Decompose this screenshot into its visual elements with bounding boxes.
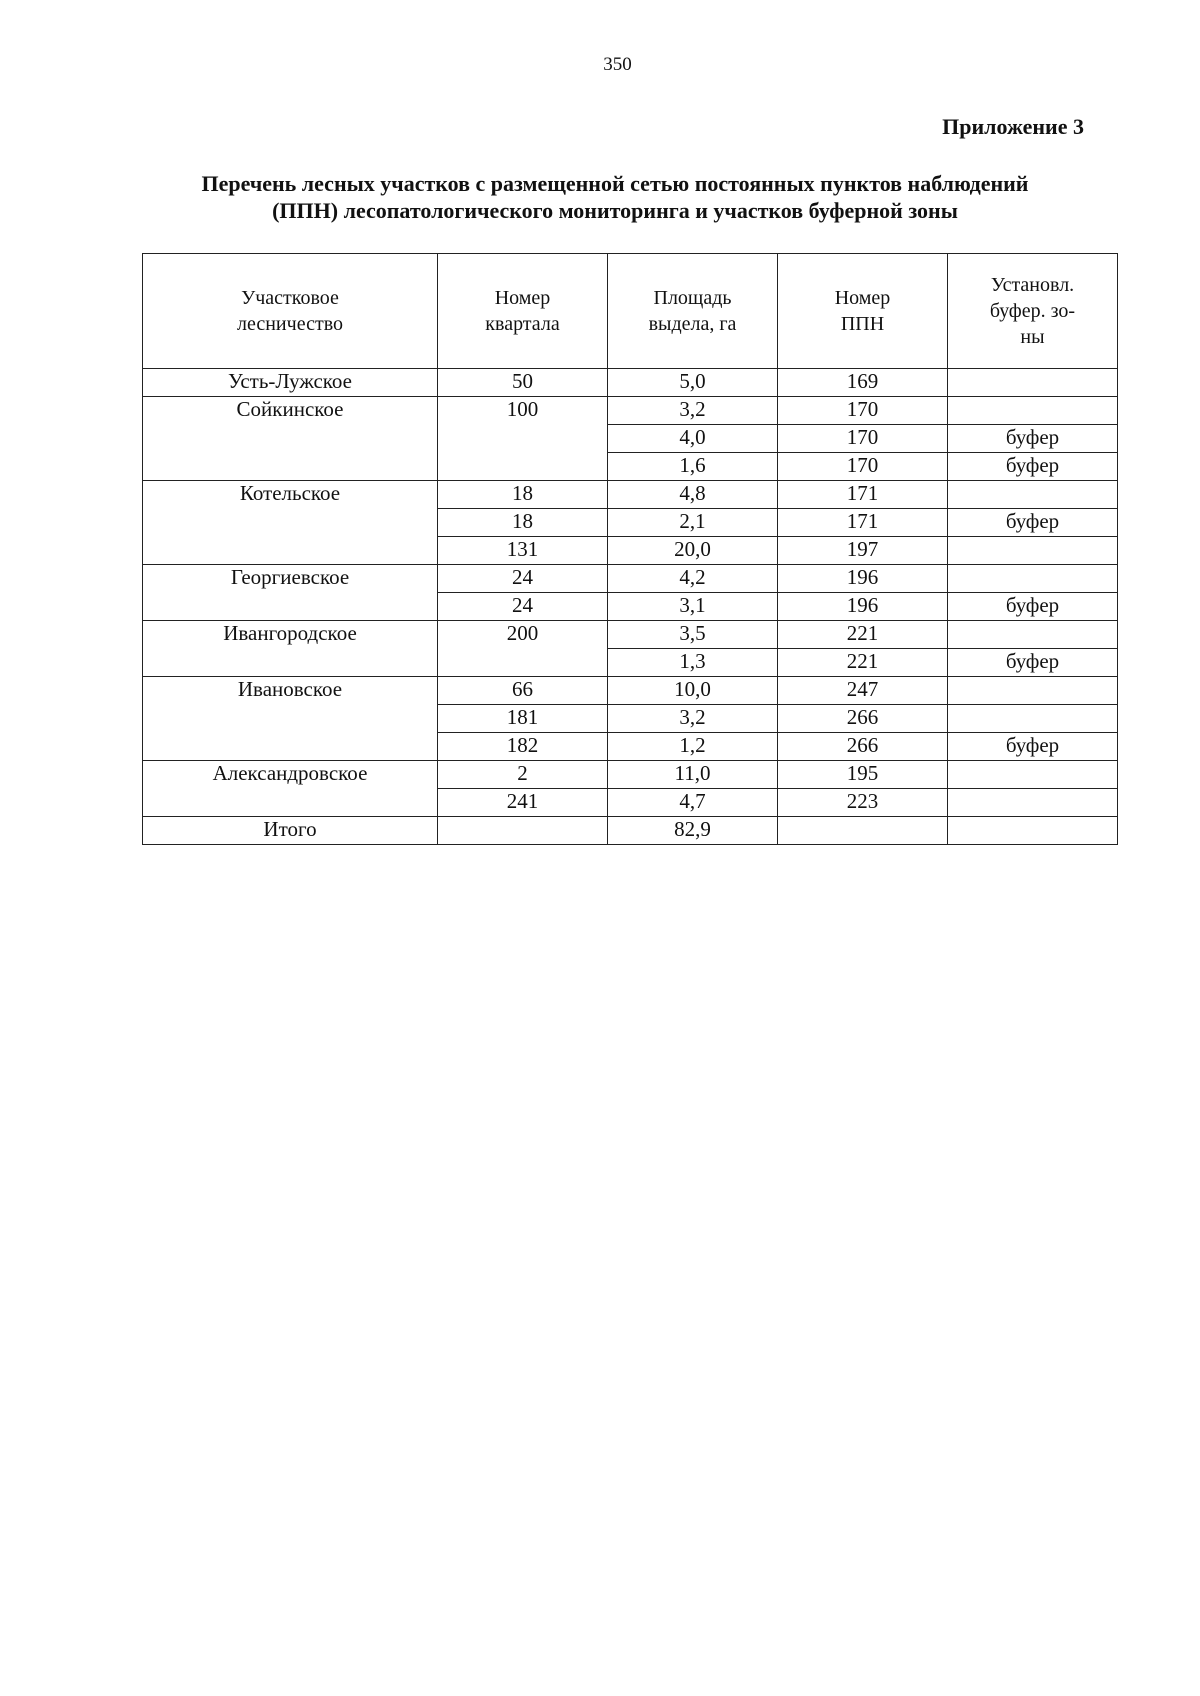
- cell-area: 4,0: [608, 425, 778, 453]
- cell-buffer: [948, 481, 1118, 509]
- header-line: Площадь: [653, 287, 732, 309]
- cell-buffer: [948, 705, 1118, 733]
- table-total-row: [143, 817, 1118, 845]
- header-line: ны: [1020, 326, 1045, 348]
- cell-buffer: [948, 565, 1118, 593]
- cell-ppn: 266: [778, 705, 948, 733]
- cell-ppn: 266: [778, 733, 948, 761]
- cell-area: 1,3: [608, 649, 778, 677]
- cell-quarter: 24: [438, 593, 608, 621]
- cell-area: 3,5: [608, 621, 778, 649]
- cell-district: Александровское: [143, 761, 438, 817]
- cell-quarter: 182: [438, 733, 608, 761]
- cell-buffer: [948, 789, 1118, 817]
- header-line: выдела, га: [648, 313, 737, 335]
- cell-ppn: [778, 817, 948, 845]
- cell-district: Сойкинское: [143, 397, 438, 481]
- cell-quarter: 2: [438, 761, 608, 789]
- cell-buffer: буфер: [948, 453, 1118, 481]
- cell-ppn: 170: [778, 425, 948, 453]
- total-area: 82,9: [608, 817, 778, 845]
- cell-area: 20,0: [608, 537, 778, 565]
- cell-district: Георгиевское: [143, 565, 438, 621]
- table-row: [143, 677, 1118, 705]
- cell-quarter: [438, 817, 608, 845]
- cell-area: 11,0: [608, 761, 778, 789]
- cell-quarter: 66: [438, 677, 608, 705]
- cell-buffer: буфер: [948, 425, 1118, 453]
- cell-ppn: 171: [778, 509, 948, 537]
- table-row: [143, 761, 1118, 789]
- header-line: квартала: [485, 313, 560, 335]
- cell-district: Котельское: [143, 481, 438, 565]
- cell-quarter: 24: [438, 565, 608, 593]
- cell-quarter: 200: [438, 621, 608, 677]
- total-label: Итого: [143, 817, 438, 845]
- cell-buffer: [948, 817, 1118, 845]
- cell-district: Ивановское: [143, 677, 438, 761]
- header-buffer: [948, 254, 1118, 369]
- cell-ppn: 171: [778, 481, 948, 509]
- cell-buffer: буфер: [948, 509, 1118, 537]
- header-district: [143, 254, 438, 369]
- cell-area: 4,7: [608, 789, 778, 817]
- cell-ppn: 197: [778, 537, 948, 565]
- cell-ppn: 169: [778, 369, 948, 397]
- header-line: лесничество: [237, 313, 343, 335]
- cell-district: Усть-Лужское: [143, 369, 438, 397]
- cell-area: 3,2: [608, 397, 778, 425]
- table-row: [143, 481, 1118, 509]
- cell-ppn: 170: [778, 397, 948, 425]
- cell-quarter: 241: [438, 789, 608, 817]
- cell-ppn: 221: [778, 649, 948, 677]
- cell-ppn: 195: [778, 761, 948, 789]
- cell-ppn: 196: [778, 593, 948, 621]
- cell-buffer: [948, 537, 1118, 565]
- cell-area: 1,2: [608, 733, 778, 761]
- cell-area: 4,8: [608, 481, 778, 509]
- cell-area: 3,1: [608, 593, 778, 621]
- cell-ppn: 170: [778, 453, 948, 481]
- cell-quarter: 50: [438, 369, 608, 397]
- header-line: Номер: [494, 287, 551, 309]
- header-quarter: [438, 254, 608, 369]
- cell-area: 10,0: [608, 677, 778, 705]
- cell-area: 5,0: [608, 369, 778, 397]
- cell-quarter: 18: [438, 509, 608, 537]
- cell-buffer: буфер: [948, 593, 1118, 621]
- cell-buffer: буфер: [948, 649, 1118, 677]
- header-area: [608, 254, 778, 369]
- table-row: [143, 621, 1118, 649]
- document-title-line-2: (ППН) лесопатологического мониторинга и участков буферной зоны: [272, 198, 958, 223]
- cell-buffer: [948, 369, 1118, 397]
- cell-area: 1,6: [608, 453, 778, 481]
- cell-ppn: 221: [778, 621, 948, 649]
- monitoring-plots-table: [142, 253, 1118, 845]
- cell-quarter: 100: [438, 397, 608, 481]
- cell-buffer: [948, 677, 1118, 705]
- table-row: [143, 369, 1118, 397]
- cell-quarter: 131: [438, 537, 608, 565]
- cell-area: 3,2: [608, 705, 778, 733]
- header-line: Номер: [834, 287, 891, 309]
- cell-ppn: 247: [778, 677, 948, 705]
- cell-buffer: буфер: [948, 733, 1118, 761]
- cell-quarter: 18: [438, 481, 608, 509]
- header-line: буфер. зо-: [989, 300, 1076, 322]
- page-number: 350: [603, 54, 632, 75]
- cell-area: 4,2: [608, 565, 778, 593]
- header-line: Участковое: [241, 287, 339, 309]
- table-row: [143, 565, 1118, 593]
- cell-buffer: [948, 397, 1118, 425]
- cell-buffer: [948, 621, 1118, 649]
- header-line: ППН: [840, 313, 885, 335]
- cell-ppn: 196: [778, 565, 948, 593]
- cell-buffer: [948, 761, 1118, 789]
- document-title-line-1: Перечень лесных участков с размещенной сетью постоянных пунктов наблюдений: [201, 171, 1029, 196]
- table-header-row: [143, 254, 1118, 369]
- appendix-label: Приложение 3: [942, 114, 1084, 139]
- table-body: [143, 369, 1118, 845]
- header-ppn: [778, 254, 948, 369]
- cell-quarter: 181: [438, 705, 608, 733]
- document-title: [120, 170, 1110, 224]
- cell-district: Ивангородское: [143, 621, 438, 677]
- cell-area: 2,1: [608, 509, 778, 537]
- table-row: [143, 397, 1118, 425]
- header-line: Установл.: [990, 274, 1075, 296]
- cell-ppn: 223: [778, 789, 948, 817]
